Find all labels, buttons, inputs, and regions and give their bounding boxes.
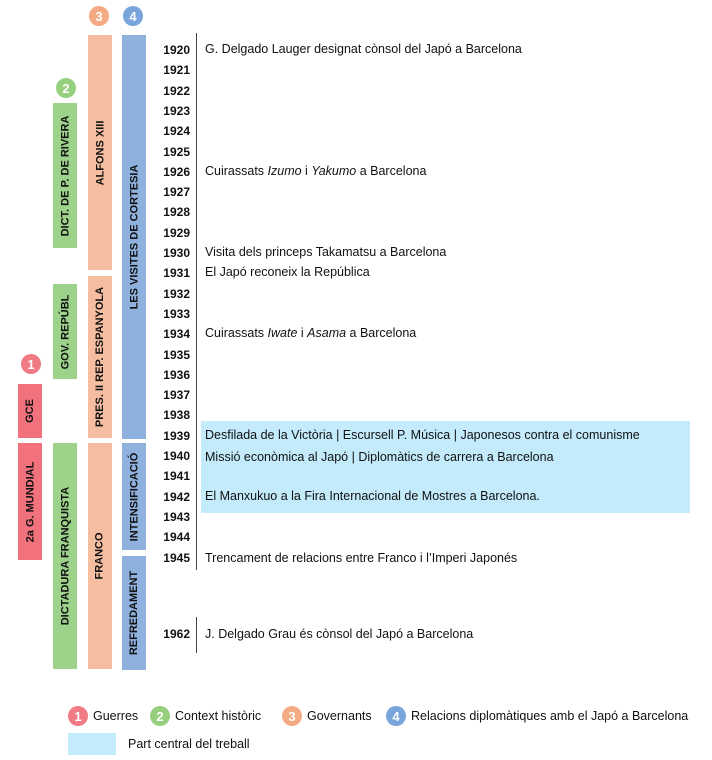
year-label: 1940: [163, 449, 190, 463]
year-label: 1932: [163, 287, 190, 301]
legend-governants: [282, 706, 372, 726]
legend-central-label: Part central del treball: [128, 737, 250, 751]
bar-mundial-label: 2a G. MUNDIAL: [24, 461, 36, 542]
year-label: 1942: [163, 490, 190, 504]
year-label: 1928: [163, 205, 190, 219]
bar-gce-label: GCE: [24, 399, 36, 423]
marker-governants: 3: [89, 6, 109, 26]
bar-mundial: [18, 443, 42, 560]
year-label: 1924: [163, 124, 190, 138]
event-1931: El Japó reconeix la República: [205, 265, 370, 279]
marker-context: 2: [56, 78, 76, 98]
bar-intensificacio: [122, 443, 146, 550]
timeline-axis-1962: [196, 617, 197, 653]
legend-marker-context: 2: [150, 706, 170, 726]
year-label: 1938: [163, 408, 190, 422]
year-label: 1931: [163, 266, 190, 280]
year-label: 1933: [163, 307, 190, 321]
bar-dict-rivera-label: DICT. DE P. DE RIVERA: [59, 115, 72, 236]
year-label: 1923: [163, 104, 190, 118]
event-1934: [205, 326, 416, 340]
bar-franco: [88, 443, 112, 669]
bar-dictadura: [53, 443, 77, 669]
year-label: 1930: [163, 246, 190, 260]
year-label: 1925: [163, 145, 190, 159]
year-label: 1935: [163, 348, 190, 362]
bar-visites-label: LES VISITES DE CORTESIA: [128, 164, 141, 310]
bar-pres-ii: [88, 276, 112, 438]
year-label: 1945: [163, 551, 190, 565]
bar-alfons-label: ALFONS XIII: [94, 120, 106, 185]
ship-yakumo: Yakumo: [311, 164, 357, 178]
event-1930: Visita dels princeps Takamatsu a Barcelona: [205, 245, 447, 259]
bar-refredament-label: REFREDAMENT: [128, 570, 140, 656]
year-label: 1943: [163, 510, 190, 524]
ship-asama: Asama: [307, 326, 347, 340]
timeline-axis: [196, 33, 197, 570]
year-label: 1920: [163, 43, 190, 57]
year-label: 1941: [163, 469, 190, 483]
year-label: 1939: [163, 429, 190, 443]
legend-relacions-label: Relacions diplomàtiques amb el Japó a Barcelona: [411, 709, 689, 723]
legend-marker-relacions: 4: [386, 706, 406, 726]
event-1945: Trencament de relacions entre Franco i l’Imperi Japonés: [205, 551, 518, 565]
year-label: 1922: [163, 84, 190, 98]
legend-guerres-label: Guerres: [93, 709, 139, 723]
year-label: 1937: [163, 388, 190, 402]
legend-guerres: [68, 706, 138, 726]
legend-marker-guerres: 1: [68, 706, 88, 726]
year-label: 1927: [163, 185, 190, 199]
event-1940: Missió econòmica al Japó | Diplomàtics de carrera a Barcelona: [205, 450, 554, 464]
event-1926-text-post: a Barcelona: [356, 164, 427, 178]
year-label: 1926: [163, 165, 190, 179]
legend-governants-label: Governants: [307, 709, 372, 723]
year-label: 1921: [163, 63, 190, 77]
year-label-1962: 1962: [163, 627, 190, 641]
marker-guerres: 1: [21, 354, 41, 374]
event-1926: [205, 164, 426, 178]
year-label: 1936: [163, 368, 190, 382]
event-1934-text-mid: i: [297, 326, 308, 340]
bar-refredament: [122, 556, 146, 670]
year-label: 1934: [163, 327, 190, 341]
event-1962: J. Delgado Grau és cònsol del Japó a Barcelona: [205, 627, 474, 641]
event-1926-text-mid: i: [301, 164, 312, 178]
legend-marker-governants: 3: [282, 706, 302, 726]
event-1926-text-pre: Cuirassats: [205, 164, 268, 178]
event-1934-text-pre: Cuirassats: [205, 326, 268, 340]
ship-iwate: Iwate: [267, 326, 298, 340]
event-1939: Desfilada de la Victòria | Escursell P. Música | Japonesos contra el comunisme: [205, 428, 640, 442]
bar-intensificacio-label: INTENSIFICACIÓ: [128, 452, 140, 541]
bar-alfons: [88, 35, 112, 270]
legend-context-label: Context històric: [175, 709, 262, 723]
legend-relacions: [386, 706, 688, 726]
year-label: 1929: [163, 226, 190, 240]
event-1942: El Manxukuo a la Fira Internacional de Mostres a Barcelona.: [205, 489, 540, 503]
bar-gce: [18, 384, 42, 438]
year-label: 1944: [163, 530, 190, 544]
bar-gov-republ: [53, 284, 77, 379]
legend-context: [150, 706, 261, 726]
ship-izumo: Izumo: [267, 164, 302, 178]
bar-franco-label: FRANCO: [94, 532, 106, 580]
bar-dict-rivera: [53, 103, 77, 248]
marker-relacions: 4: [123, 6, 143, 26]
event-1934-text-post: a Barcelona: [346, 326, 417, 340]
bar-dictadura-label: DICTADURA FRANQUISTA: [59, 486, 72, 626]
legend-central-swatch: [68, 733, 116, 755]
bar-gov-republ-label: GOV. REPÚBL: [59, 294, 71, 369]
event-1920: G. Delgado Lauger designat cònsol del Japó a Barcelona: [205, 42, 522, 56]
bar-visites: [122, 35, 146, 439]
bar-pres-ii-label: PRES. II REP. ESPANYOLA: [94, 286, 106, 428]
